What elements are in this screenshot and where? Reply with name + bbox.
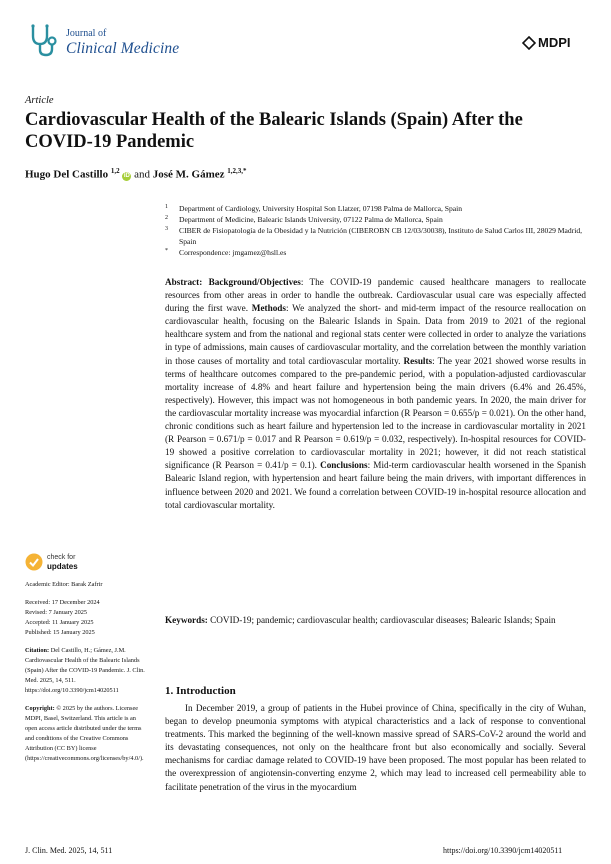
article-title: Cardiovascular Health of the Balearic Islands (Spain) After the COVID-19 Pandemic [25,110,523,152]
keywords [165,614,586,627]
journal-name: Clinical Medicine [66,40,180,57]
affiliation-item: 3 CIBER de Fisiopatología de la Obesidad y la Nutrición (CIBEROBN CB 12/03/30038), Instituto de Salud Carlos III, 28029 Madrid, Spain [165,226,583,246]
copyright: Copyright: © 2025 by the authors. Licensee MDPI, Basel, Switzerland. This article is an open access article distributed under the terms and conditions of the Creative Commons Attribution (CC BY) license (https://creativecommons.org/licenses/by/4.0/). [25,705,144,762]
footer-citation: J. Clin. Med. 2025, 14, 511 [25,846,113,855]
date-revised: Revised: 7 January 2025 [25,609,88,616]
keywords-text: COVID-19; pandemic; cardiovascular health; cardiovascular diseases; Balearic Islands; Spain [207,615,556,625]
abstract-methods: : We analyzed the short- and mid-term impact of the resource reallocation on cardiovascular health, focusing on the Balearic Islands in Spain. Data from 2019 to 2021 of the regional healthcare system and from the national and regional stats center were collected in order to analyze the variations in type of admissions, main causes of cardiovascular mortality, and the correlation between the monthly variation in those causes of mortality and total cardiovascular mortality. [165,303,586,366]
abstract-results: : The year 2021 showed worse results in terms of healthcare outcomes compared to the pre-pandemic period, with a population-adjusted cardiovascular mortality increase of 4.8% and heart failure and hypertension being the main drivers (6.4% and 26.45%, respectively). However, this impact was not homogeneous in both pandemic years. In 2020, the main driver for the cardiovascular mortality increase was myocardial infarction (R Pearson = 0.655/p = 0.021). On the other hand, chronic conditions such as heart failure and hypertension led to the increase in cardiovascular mortality in 2021 (R Pearson = 0.671/p = 0.017 and R Pearson = 0.619/p = 0.032, respectively). In-hospital resources for COVID-19 showed a positive correlation to cardiovascular mortality in 2021; however, it did not reach statistical significance (R Pearson = 0.41/p = 0.1). [165,355,586,471]
stethoscope-icon [25,22,61,58]
check-for-updates-button[interactable]: check for updates [25,553,145,573]
author-affiliation-sup: 1,2 [110,167,120,175]
affiliation-item: 2 Department of Medicine, Balearic Islands University, 07122 Palma de Mallorca, Spain [165,215,443,224]
academic-editor: Academic Editor: Barak Zafrir [25,581,103,588]
section-heading: 1. Introduction [165,685,236,697]
citation: Citation: Del Castillo, H.; Gámez, J.M. Cardiovascular Health of the Balearic Islands (Spain) After the COVID-19 Pandemic. J. Clin. Med. 2025, 14, 511. https://doi.org/10.3390/jcm14020511 [25,647,145,694]
abstract-label: Abstract: [165,277,203,287]
mdpi-logo-icon [522,36,536,50]
orcid-icon[interactable]: iD [123,172,130,179]
article-type: Article [25,95,54,106]
author-conjunction: and [134,168,151,181]
journal-name-small: Journal of [66,28,107,39]
article-info-sidebar [25,580,145,764]
author-name[interactable]: Hugo Del Castillo [25,168,109,181]
date-published: Published: 15 January 2025 [25,629,95,636]
abstract-heading-methods: Methods [251,303,286,314]
abstract-heading-results: Results [403,355,433,366]
abstract [165,276,586,512]
author-name[interactable]: José M. Gámez [152,168,225,181]
author-affiliation-sup: 1,2,3,* [227,167,247,175]
abstract-heading-background: Background/Objectives [208,277,301,287]
affiliation-item: 1 Department of Cardiology, University Hospital Son Llatzer, 07198 Palma de Mallorca, Spain [165,204,463,213]
introduction-paragraph: In December 2019, a group of patients in the Hubei province of China, specifically in the city of Wuhan, began to develop pneumonia symptoms with atypical characteristics and a lack of response to conventional treatments. This marked the beginning of the well-known massive spread of SARS-CoV-2 around the world and its devastating consequences, not only on the healthcare front but also economically and socially. Several mechanisms for cardiac damage related to COVID-19 have been proposed. The most popular has been related to the overexpression of angiotensin-converting enzyme 2, which may lead to increased cell permeability able to facilitate penetration of the virus in the myocardium [165,703,586,792]
footer-doi-link[interactable]: https://doi.org/10.3390/jcm14020511 [443,846,563,855]
affiliations [165,203,585,258]
check-updates-icon [25,553,43,571]
abstract-background: : The COVID-19 pandemic caused healthcare managers to reallocate resources from other areas in order to handle the outbreak. Cardiovascular usual care was especially affected during the first wave. [165,277,587,314]
date-received: Received: 17 December 2024 [25,599,100,606]
publisher-logo: MDPI [538,35,571,50]
keywords-label: Keywords: [165,615,208,625]
correspondence: * Correspondence: jmgamez@hsll.es [165,248,287,257]
date-accepted: Accepted: 11 January 2025 [25,619,94,626]
abstract-heading-conclusions: Conclusions [320,460,368,471]
abstract-conclusions: : Mid-term cardiovascular health worsened in the Spanish Balearic Island region, with hypertension and heart failure being the main drivers, with important differences in influence between 2020 and 2021. We found a correlation between COVID-19 in-hospital resource allocation and total cardiovascular mortality. [165,460,587,510]
author-list [25,167,247,181]
